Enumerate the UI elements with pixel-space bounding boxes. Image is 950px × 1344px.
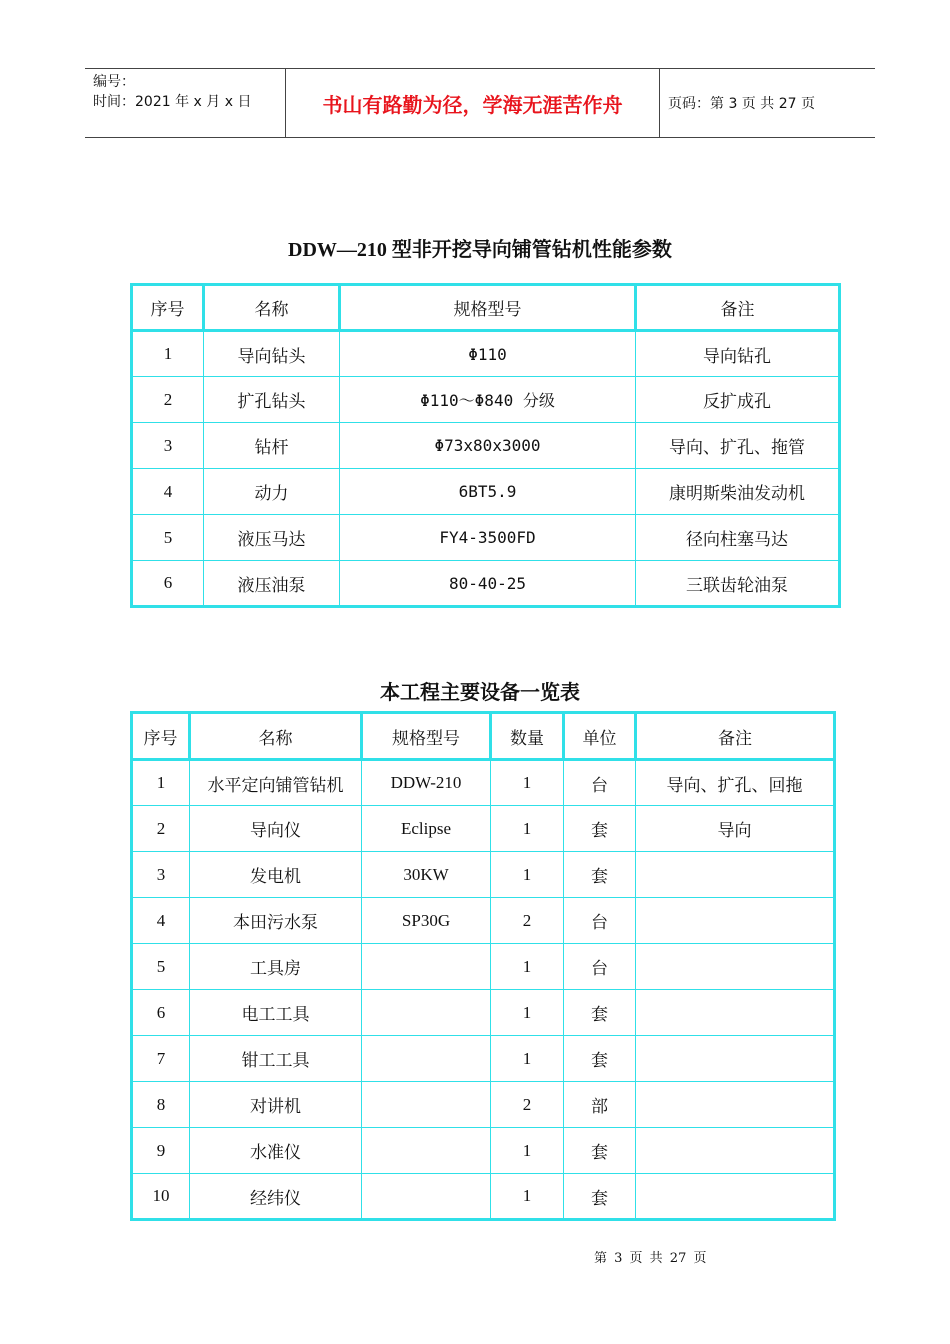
table-cell: 9 — [132, 1128, 190, 1174]
table-cell: 导向钻孔 — [636, 331, 840, 377]
table-cell: 电工工具 — [190, 990, 362, 1036]
table-cell: 液压马达 — [204, 515, 340, 561]
table-cell: 水准仪 — [190, 1128, 362, 1174]
table-cell: 套 — [564, 1128, 636, 1174]
equipment-list-table — [130, 711, 836, 1221]
table-cell: 1 — [132, 331, 204, 377]
table-cell: 部 — [564, 1082, 636, 1128]
column-header: 单位 — [564, 713, 636, 760]
table-cell: 钳工工具 — [190, 1036, 362, 1082]
table-cell: 10 — [132, 1174, 190, 1220]
column-header: 规格型号 — [340, 285, 636, 331]
column-header: 数量 — [491, 713, 564, 760]
table-cell: 液压油泵 — [204, 561, 340, 607]
table-cell: 套 — [564, 852, 636, 898]
table-row — [132, 760, 835, 806]
table-cell: 2 — [491, 1082, 564, 1128]
table-cell: 3 — [132, 423, 204, 469]
table-cell: 反扩成孔 — [636, 377, 840, 423]
table-cell — [362, 1036, 491, 1082]
column-header: 序号 — [132, 285, 204, 331]
table-cell: 1 — [491, 1174, 564, 1220]
column-header: 备注 — [636, 285, 840, 331]
table-cell: 30KW — [362, 852, 491, 898]
table-cell — [362, 1082, 491, 1128]
table-cell: 导向 — [636, 806, 835, 852]
table-cell: 7 — [132, 1036, 190, 1082]
table-cell: 本田污水泵 — [190, 898, 362, 944]
table-cell: 2 — [491, 898, 564, 944]
table-cell: 1 — [491, 760, 564, 806]
table-cell: 2 — [132, 377, 204, 423]
column-header: 序号 — [132, 713, 190, 760]
table-cell: Φ110 — [340, 331, 636, 377]
table-cell: 5 — [132, 515, 204, 561]
table-cell: SP30G — [362, 898, 491, 944]
table-row — [132, 515, 840, 561]
column-header: 备注 — [636, 713, 835, 760]
table-cell: 扩孔钻头 — [204, 377, 340, 423]
table-cell: 经纬仪 — [190, 1174, 362, 1220]
table-row — [132, 852, 835, 898]
time-label: 时间：2021 年 x 月 x 日 — [93, 94, 252, 110]
table-header-row — [132, 285, 840, 331]
header-motto: 书山有路勤为径，学海无涯苦作舟 — [322, 92, 623, 117]
page-header — [85, 68, 875, 138]
table-cell: 套 — [564, 806, 636, 852]
table-cell: Φ73x80x3000 — [340, 423, 636, 469]
table-cell: 台 — [564, 944, 636, 990]
table-cell — [636, 1128, 835, 1174]
table-cell: 1 — [491, 944, 564, 990]
header-divider — [659, 69, 660, 137]
table-cell: Eclipse — [362, 806, 491, 852]
table-row — [132, 469, 840, 515]
table-cell: 1 — [491, 806, 564, 852]
table-cell: 水平定向铺管钻机 — [190, 760, 362, 806]
table-row — [132, 1128, 835, 1174]
table-cell — [636, 1036, 835, 1082]
table-cell: 导向仪 — [190, 806, 362, 852]
table-cell: 台 — [564, 898, 636, 944]
table-cell — [636, 944, 835, 990]
table-row — [132, 1036, 835, 1082]
table-cell: 4 — [132, 898, 190, 944]
column-header: 名称 — [190, 713, 362, 760]
table-row — [132, 1174, 835, 1220]
table-cell: 5 — [132, 944, 190, 990]
table-cell: 台 — [564, 760, 636, 806]
table-row — [132, 990, 835, 1036]
table-cell: 套 — [564, 1174, 636, 1220]
table-cell: 1 — [491, 1128, 564, 1174]
table-cell: 2 — [132, 806, 190, 852]
table-cell: 8 — [132, 1082, 190, 1128]
table-cell: 导向、扩孔、拖管 — [636, 423, 840, 469]
column-header: 名称 — [204, 285, 340, 331]
table-cell: 康明斯柴油发动机 — [636, 469, 840, 515]
serial-label: 编号： — [93, 74, 135, 90]
table-cell: 钻杆 — [204, 423, 340, 469]
table-cell: 导向、扩孔、回拖 — [636, 760, 835, 806]
table-row — [132, 806, 835, 852]
table-cell: 1 — [491, 1036, 564, 1082]
table-cell: 4 — [132, 469, 204, 515]
page-footer: 第 3 页 共 27 页 — [594, 1251, 707, 1266]
table-cell: 径向柱塞马达 — [636, 515, 840, 561]
table-cell — [362, 1174, 491, 1220]
table-cell: 动力 — [204, 469, 340, 515]
table-row — [132, 377, 840, 423]
table-cell: 发电机 — [190, 852, 362, 898]
table-row — [132, 423, 840, 469]
table-cell: 6 — [132, 561, 204, 607]
table-cell: 套 — [564, 1036, 636, 1082]
header-page-info: 页码：第 3 页 共 27 页 — [668, 96, 815, 112]
table-cell: 1 — [132, 760, 190, 806]
table-cell: 6 — [132, 990, 190, 1036]
table-cell — [636, 898, 835, 944]
table-cell: 80-40-25 — [340, 561, 636, 607]
table-cell: FY4-3500FD — [340, 515, 636, 561]
table-cell — [636, 1174, 835, 1220]
table-cell: 1 — [491, 852, 564, 898]
table-cell: 套 — [564, 990, 636, 1036]
table-cell — [362, 1128, 491, 1174]
table-cell — [636, 852, 835, 898]
table-row — [132, 561, 840, 607]
table-cell: 工具房 — [190, 944, 362, 990]
drill-parameters-table — [130, 283, 841, 608]
table-cell: 三联齿轮油泵 — [636, 561, 840, 607]
table-cell: Φ110～Φ840 分级 — [340, 377, 636, 423]
table-cell: 1 — [491, 990, 564, 1036]
table-cell: 对讲机 — [190, 1082, 362, 1128]
table-header-row — [132, 713, 835, 760]
table-cell: DDW-210 — [362, 760, 491, 806]
column-header: 规格型号 — [362, 713, 491, 760]
table-row — [132, 331, 840, 377]
table-cell: 导向钻头 — [204, 331, 340, 377]
table-cell — [362, 944, 491, 990]
table2-title: 本工程主要设备一览表 — [380, 682, 580, 704]
table-row — [132, 898, 835, 944]
table-row — [132, 1082, 835, 1128]
table1-title: DDW—210 型非开挖导向铺管钻机性能参数 — [288, 239, 672, 261]
table-row — [132, 944, 835, 990]
table-cell — [636, 990, 835, 1036]
table-cell: 6BT5.9 — [340, 469, 636, 515]
table-cell — [636, 1082, 835, 1128]
table-cell — [362, 990, 491, 1036]
header-meta — [93, 72, 283, 112]
table-cell: 3 — [132, 852, 190, 898]
